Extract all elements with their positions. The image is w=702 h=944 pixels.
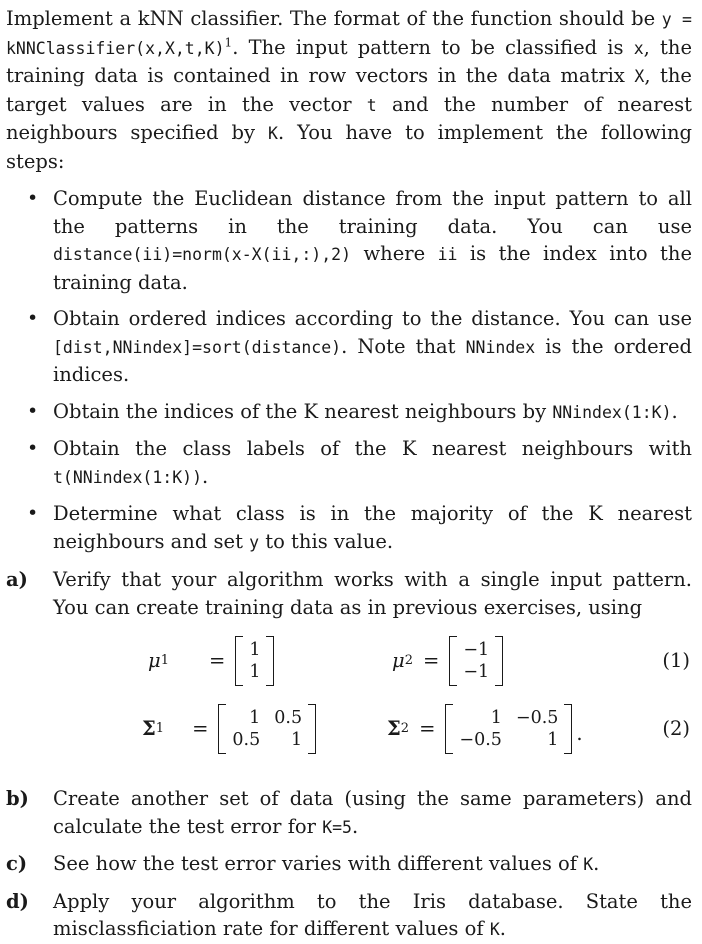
intro-text: . You have to implement the following steps: — [6, 121, 692, 173]
equation-number: (1) — [662, 649, 690, 672]
inline-code: distance(ii)=norm(x-X(ii,:),2) — [53, 245, 352, 264]
matrix-cell: 1 — [490, 708, 502, 728]
inline-code: NNindex — [465, 337, 536, 357]
bullet-icon: • — [27, 437, 39, 459]
list-item — [6, 435, 692, 491]
step-text: . — [671, 399, 678, 423]
sigma1-matrix — [218, 704, 316, 754]
part-label: b) — [6, 787, 29, 810]
matrix-cell: −1 — [463, 662, 490, 682]
exercise-page — [6, 5, 692, 944]
matrix-cell: 1 — [249, 662, 261, 682]
inline-code: NNindex(1:K) — [552, 402, 672, 422]
bullet-icon: • — [27, 502, 39, 524]
equals-sign: = — [192, 717, 209, 741]
part-label: c) — [6, 852, 28, 875]
part-text: Verify that your algorithm works with a single input pattern. You can create training data as in previous exercises, using — [53, 568, 692, 619]
footnote-marker: 1 — [224, 35, 233, 49]
part-text: Apply your algorithm to the Iris database. State the misclassficiation rate for different values of — [53, 889, 692, 940]
matrix-cell: 1 — [249, 640, 261, 660]
matrix-cell: −1 — [463, 640, 490, 660]
inline-code: y — [249, 532, 260, 552]
step-text: Obtain the class labels of the K nearest neighbours with — [53, 437, 692, 460]
part-text: . — [593, 852, 600, 875]
step-text: Obtain the indices of the K nearest neighbours by — [53, 399, 547, 423]
sigma-symbol: Σ — [142, 717, 156, 741]
inline-code: t — [366, 95, 377, 115]
part-d — [6, 888, 692, 944]
mu1-vector — [235, 636, 274, 686]
matrix-cell: 0.5 — [274, 708, 303, 728]
step-text: Determine what class is in the majority of the K nearest neighbours and set — [53, 502, 692, 553]
parts-list — [6, 566, 692, 621]
equation-number: (2) — [662, 717, 690, 740]
bullet-icon: • — [27, 307, 39, 329]
step-text: . Note that — [341, 334, 456, 358]
list-item — [6, 305, 692, 389]
subscript: 2 — [404, 653, 413, 669]
parts-list-continued — [6, 785, 692, 944]
inline-code: K=5 — [322, 817, 352, 837]
part-label: d) — [6, 889, 29, 913]
inline-code: t(NNindex(1:K)) — [53, 467, 203, 487]
part-a — [6, 566, 692, 621]
list-item — [6, 500, 692, 556]
equals-sign: = — [422, 649, 440, 673]
subscript: 2 — [400, 721, 410, 737]
inline-code: X — [634, 67, 645, 86]
intro-text: and the number of nearest neighbours specified by — [6, 92, 692, 144]
intro-text: Implement a kNN classifier. The format of the function should be — [6, 7, 656, 30]
steps-list — [6, 185, 692, 556]
inline-code: K — [489, 920, 500, 939]
inline-code: [dist,NNindex]=sort(distance) — [53, 337, 342, 357]
intro-text: , the training data is contained in row vectors in the data matrix — [6, 35, 692, 87]
part-text: . — [352, 814, 359, 838]
intro-text: , the target values are in the vector — [6, 64, 692, 116]
equation-sigma1 — [142, 701, 316, 757]
equals-sign: = — [208, 649, 226, 673]
matrix-cell: −0.5 — [459, 730, 502, 750]
matrix-cell: 1 — [547, 730, 559, 750]
part-text: Create another set of data (using the same parameters) and calculate the test error for — [53, 787, 692, 838]
subscript: 1 — [155, 721, 165, 737]
equals-sign: = — [419, 717, 436, 741]
function-signature-code: y = kNNClassifier(x,X,t,K) — [6, 10, 692, 58]
list-item — [6, 398, 692, 427]
equations-block — [6, 633, 692, 769]
inline-code: ii — [437, 245, 458, 264]
equation-mu2 — [392, 633, 503, 689]
matrix-cell: 1 — [249, 708, 261, 728]
matrix-cell: 1 — [290, 730, 303, 750]
mu-symbol: μ — [392, 649, 405, 673]
matrix-cell: −0.5 — [515, 708, 559, 728]
intro-text: . The input pattern to be classified is — [232, 35, 624, 59]
step-text: Obtain ordered indices according to the distance. You can use — [53, 307, 692, 330]
sigma2-matrix — [445, 704, 572, 754]
step-text: . — [202, 464, 209, 488]
inline-code: K — [583, 855, 594, 874]
matrix-cell: 0.5 — [232, 730, 261, 750]
part-label: a) — [6, 568, 28, 591]
equation-sigma2 — [387, 701, 583, 757]
inline-code: K — [268, 124, 278, 143]
part-text: . — [499, 917, 506, 940]
step-text: is the index into the training data. — [53, 242, 692, 294]
step-text: where — [363, 242, 426, 265]
step-text: is the ordered indices. — [53, 334, 693, 386]
step-text: Compute the Euclidean distance from the input pattern to all the patterns in the training data. You can use — [53, 187, 692, 238]
part-text: See how the test error varies with different values of — [53, 852, 577, 875]
mu2-vector — [449, 636, 503, 686]
subscript: 1 — [160, 653, 169, 669]
intro-paragraph — [6, 5, 692, 175]
part-c — [6, 850, 692, 879]
inline-code: x — [633, 38, 644, 58]
step-text: to this value. — [265, 529, 394, 553]
sigma-symbol: Σ — [387, 717, 401, 741]
equation-period: . — [576, 721, 583, 745]
bullet-icon: • — [27, 187, 39, 209]
mu-symbol: μ — [148, 649, 161, 673]
equation-mu1 — [148, 633, 274, 689]
list-item — [6, 185, 692, 296]
part-b — [6, 785, 692, 841]
bullet-icon: • — [27, 399, 39, 422]
